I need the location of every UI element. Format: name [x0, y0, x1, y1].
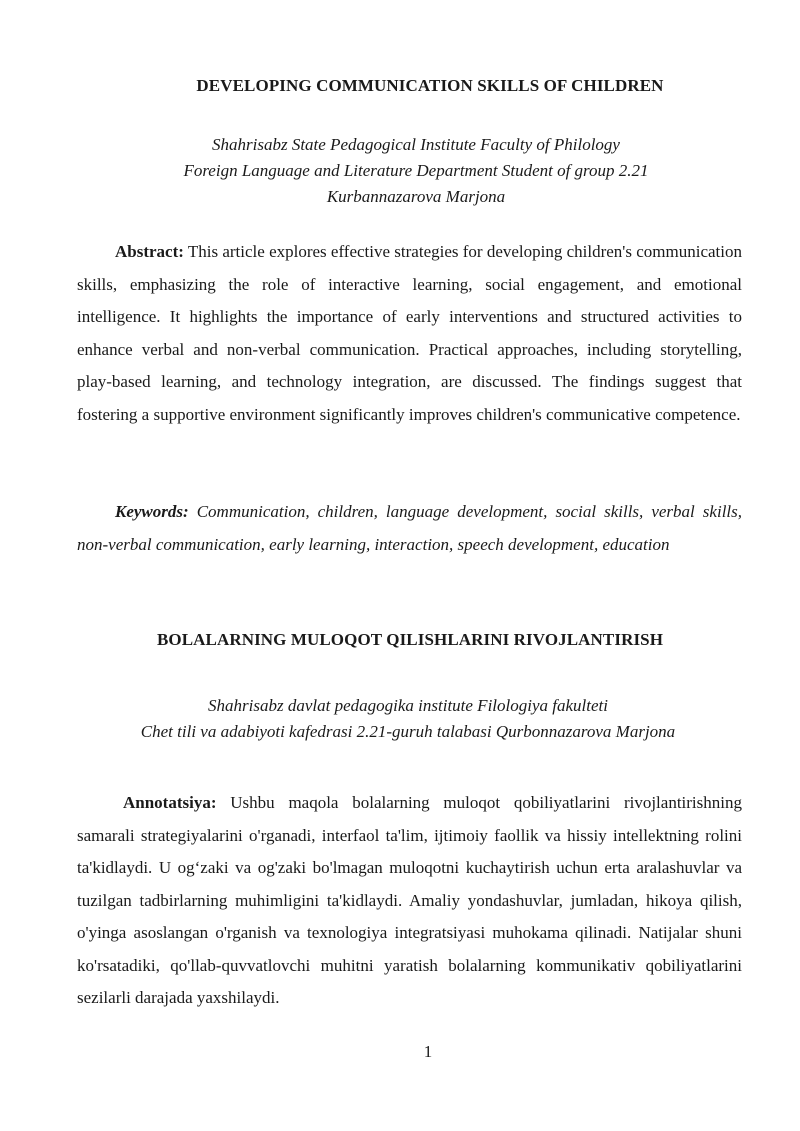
english-title: DEVELOPING COMMUNICATION SKILLS OF CHILDREN — [196, 76, 664, 95]
affiliation-line: Foreign Language and Literature Department Student of group 2.21 — [183, 161, 649, 180]
uzbek-affiliation — [0, 693, 800, 745]
keywords-text: Communication, children, language development, social skills, verbal skills, non-verbal communication, early learning, interaction, speech development, education — [77, 502, 743, 554]
author-name: Kurbannazarova Marjona — [326, 187, 506, 206]
abstract-paragraph — [77, 236, 742, 431]
keywords-label: Keywords: — [115, 502, 189, 521]
abstract-text: This article explores effective strategies for developing children's communication skills, emphasizing the role of interactive learning, social engagement, and emotional intelligence. It highlights the importance of early interventions and structured activities to enhance verbal and non-verbal communication. Practical approaches, including storytelling, play-based learning, and technology integration, are discussed. The findings suggest that fostering a supportive environment significantly improves children's communicative competence. — [77, 242, 742, 424]
abstract-label: Abstract: — [115, 242, 184, 261]
affiliation-line: Shahrisabz davlat pedagogika institute Filologiya fakulteti — [208, 696, 608, 715]
affiliation-line: Chet tili va adabiyoti kafedrasi 2.21-guruh talabasi Qurbonnazarova Marjona — [140, 722, 676, 741]
keywords-paragraph — [77, 496, 742, 561]
english-affiliation — [0, 132, 800, 210]
annotatsiya-paragraph — [77, 787, 742, 1015]
affiliation-line: Shahrisabz State Pedagogical Institute Faculty of Philology — [212, 135, 620, 154]
uzbek-title: BOLALARNING MULOQOT QILISHLARINI RIVOJLANTIRISH — [156, 630, 664, 649]
annotatsiya-text: Ushbu maqola bolalarning muloqot qobiliyatlarini rivojlantirishning samarali strategiyalarini o'rganadi, interfaol ta'lim, ijtimoiy faollik va hissiy intellektning rolini ta'kidlaydi. U og‘zaki va og'zaki bo'lmagan muloqotni kuchaytirish uchun erta aralashuvlar va tuzilgan tadbirlarning muhimligini ta'kidlaydi. Amaliy yondashuvlar, jumladan, hikoya qilish, o'yinga asoslangan o'rganish va texnologiya integratsiyasi muhokama qilinadi. Natijalar shuni ko'rsatadiki, qo'llab-quvvatlovchi muhitni yaratish bolalarning kommunikativ qobiliyatlarini sezilarli darajada yaxshilaydi. — [77, 793, 742, 1007]
page-number: 1 — [423, 1042, 433, 1061]
annotatsiya-label: Annotatsiya: — [123, 793, 217, 812]
